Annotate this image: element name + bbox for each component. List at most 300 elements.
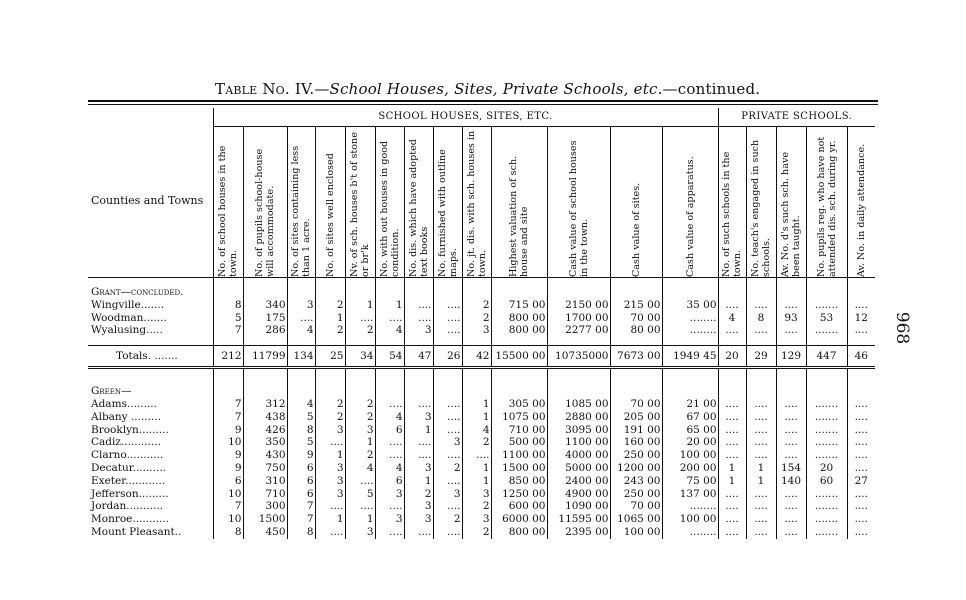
cell-value: 34: [345, 346, 375, 368]
cell-value: ....: [746, 488, 776, 501]
cell-value: 2: [345, 324, 375, 337]
column-header-label: No. of such schools in the town.: [721, 151, 743, 277]
spacer-cell: [847, 368, 875, 386]
cell-value: 3: [375, 488, 404, 501]
empty-cell: [547, 278, 610, 299]
empty-cell: [776, 385, 806, 398]
town-name: Wingville.......: [91, 298, 165, 311]
cell-value: 1: [462, 411, 491, 424]
spacer-cell: [243, 368, 287, 386]
cell-value: 175: [243, 312, 287, 325]
cell-value: 600 00: [491, 500, 547, 513]
column-header-label: No. of sites well enclosed: [324, 153, 336, 277]
cell-value: 710: [243, 488, 287, 501]
cell-value: ........: [662, 526, 718, 539]
cell-value: 7: [213, 398, 243, 411]
spacer-cell: [345, 368, 375, 386]
cell-value: 9: [213, 462, 243, 475]
cell-value: ....: [847, 449, 875, 462]
cell-value: 2: [345, 449, 375, 462]
cell-value: 200 00: [662, 462, 718, 475]
cell-value: 300: [243, 500, 287, 513]
cell-value: ....: [404, 299, 433, 312]
cell-value: ....: [776, 299, 806, 312]
cell-value: 2: [433, 462, 462, 475]
cell-value: 2880 00: [547, 411, 610, 424]
column-header-label: No. of sites containing less than 1 acre.: [290, 145, 312, 277]
town-name: Cadiz............: [91, 436, 161, 449]
column-header-label: No. teach's engaged in such schools.: [750, 139, 772, 277]
cell-value: 65 00: [662, 424, 718, 437]
spacer-cell: [547, 337, 610, 346]
cell-value: 250 00: [610, 488, 662, 501]
cell-value: 26: [433, 346, 462, 368]
empty-cell: [315, 385, 345, 398]
table-row: [88, 488, 875, 501]
cell-value: ....: [847, 398, 875, 411]
cell-value: 2277 00: [547, 324, 610, 337]
empty-cell: [491, 278, 547, 299]
cell-value: ....: [345, 312, 375, 325]
empty-cell: [462, 385, 491, 398]
cell-value: 1: [345, 513, 375, 526]
group-header-private: PRIVATE SCHOOLS.: [718, 108, 875, 127]
cell-value: 1500 00: [491, 462, 547, 475]
cell-value: 5: [287, 436, 315, 449]
column-header-label: Cash value of apparatus.: [684, 156, 696, 277]
cell-value: 8: [213, 299, 243, 312]
spacer-cell: [315, 368, 345, 386]
column-header: [433, 127, 462, 278]
cell-value: ....: [404, 526, 433, 539]
spacer-cell: [776, 368, 806, 386]
cell-value: 2: [433, 513, 462, 526]
cell-value: 3: [404, 324, 433, 337]
cell-value: 2: [315, 324, 345, 337]
spacer-cell: [662, 337, 718, 346]
cell-value: .......: [806, 398, 847, 411]
cell-value: 2: [345, 411, 375, 424]
cell-value: 4: [287, 324, 315, 337]
cell-value: 438: [243, 411, 287, 424]
column-header-label: No. of pupils school-house will accommodate.: [254, 148, 276, 277]
cell-value: .......: [806, 299, 847, 312]
table-title-lead: Table No. IV.—: [215, 80, 330, 98]
cell-value: 1: [462, 462, 491, 475]
cell-value: 5: [287, 411, 315, 424]
cell-value: 430: [243, 449, 287, 462]
cell-value: ....: [776, 526, 806, 539]
cell-value: 20: [718, 346, 746, 368]
cell-value: ....: [375, 398, 404, 411]
cell-value: 6000 00: [491, 513, 547, 526]
column-header: [462, 127, 491, 278]
cell-value: 450: [243, 526, 287, 539]
cell-value: 750: [243, 462, 287, 475]
cell-value: 2: [345, 398, 375, 411]
empty-cell: [433, 278, 462, 299]
town-name: Decatur..........: [91, 461, 166, 474]
cell-value: 2: [462, 436, 491, 449]
cell-value: ....: [462, 449, 491, 462]
cell-value: ....: [776, 424, 806, 437]
cell-value: 350: [243, 436, 287, 449]
spacer-cell: [375, 337, 404, 346]
cell-value: .......: [806, 488, 847, 501]
column-header-label: Av. No. in daily attendance.: [855, 143, 867, 277]
empty-cell: [662, 385, 718, 398]
cell-value: ....: [404, 436, 433, 449]
cell-value: ....: [433, 424, 462, 437]
cell-value: 29: [746, 346, 776, 368]
town-name: Exeter............: [91, 474, 166, 487]
empty-cell: [547, 385, 610, 398]
cell-value: ....: [433, 475, 462, 488]
cell-value: 5: [345, 488, 375, 501]
cell-value: ....: [847, 488, 875, 501]
cell-value: 4000 00: [547, 449, 610, 462]
spacer-cell: [718, 337, 746, 346]
cell-value: 75 00: [662, 475, 718, 488]
town-name: Wyalusing.....: [91, 324, 163, 337]
cell-value: 67 00: [662, 411, 718, 424]
town-name: Clarno...........: [91, 449, 164, 462]
cell-value: 9: [213, 424, 243, 437]
title-rule-thin: [88, 104, 878, 105]
cell-value: 1: [462, 398, 491, 411]
cell-value: 47: [404, 346, 433, 368]
cell-value: ....: [404, 398, 433, 411]
cell-value: ....: [746, 500, 776, 513]
column-header: [345, 127, 375, 278]
cell-value: 4: [345, 462, 375, 475]
cell-value: 9: [213, 449, 243, 462]
column-header: [662, 127, 718, 278]
cell-value: 11595 00: [547, 513, 610, 526]
cell-value: ....: [847, 299, 875, 312]
spacer-cell: [746, 368, 776, 386]
cell-value: 8: [213, 526, 243, 539]
cell-value: 2: [315, 299, 345, 312]
cell-value: ....: [776, 449, 806, 462]
cell-value: 7673 00: [610, 346, 662, 368]
cell-value: 35 00: [662, 299, 718, 312]
cell-value: 5000 00: [547, 462, 610, 475]
cell-value: 800 00: [491, 312, 547, 325]
cell-value: 1250 00: [491, 488, 547, 501]
cell-value: ....: [433, 526, 462, 539]
cell-value: 9: [287, 449, 315, 462]
cell-value: 2150 00: [547, 299, 610, 312]
table-row: [88, 299, 875, 312]
spacer-cell: [88, 368, 213, 386]
title-rule: [88, 100, 878, 102]
cell-value: 3: [375, 513, 404, 526]
town-name: Jefferson.........: [91, 487, 169, 500]
cell-value: ....: [776, 411, 806, 424]
cell-value: 205 00: [610, 411, 662, 424]
cell-value: ....: [375, 500, 404, 513]
column-header-label: Highest valuation of sch. house and site: [508, 155, 530, 277]
column-header: [776, 127, 806, 278]
cell-value: ....: [433, 449, 462, 462]
empty-cell: [462, 278, 491, 299]
column-header-label: Av. No. d's such sch. have been taught.: [780, 151, 802, 277]
column-header-label: Cash value of school houses in the town.: [567, 140, 590, 277]
cell-value: ....: [718, 500, 746, 513]
empty-cell: [806, 278, 847, 299]
town-name: Jordan...........: [91, 500, 164, 513]
spacer-cell: [287, 337, 315, 346]
cell-value: 3: [404, 513, 433, 526]
cell-value: 3: [345, 526, 375, 539]
spacer-cell: [462, 337, 491, 346]
town-name: Mount Pleasant..: [91, 525, 182, 538]
cell-value: 20: [806, 462, 847, 475]
cell-value: 3: [462, 488, 491, 501]
cell-value: 1500: [243, 513, 287, 526]
empty-cell: [433, 385, 462, 398]
cell-value: 1: [746, 475, 776, 488]
cell-value: 3: [315, 488, 345, 501]
cell-value: 8: [287, 526, 315, 539]
empty-cell: [243, 385, 287, 398]
table-row: [88, 526, 875, 539]
cell-value: 10735000: [547, 346, 610, 368]
empty-cell: [375, 278, 404, 299]
cell-value: 1: [718, 462, 746, 475]
cell-value: 286: [243, 324, 287, 337]
column-header-counties: Counties and Towns: [88, 127, 213, 278]
empty-cell: [610, 385, 662, 398]
empty-cell: [746, 278, 776, 299]
empty-cell: [345, 385, 375, 398]
spacer-cell: [806, 337, 847, 346]
section-header: Green—: [91, 385, 132, 398]
cell-value: ........: [662, 312, 718, 325]
cell-value: 305 00: [491, 398, 547, 411]
empty-cell: [345, 278, 375, 299]
cell-value: 7: [287, 500, 315, 513]
cell-value: 2: [462, 500, 491, 513]
cell-value: ....: [776, 398, 806, 411]
spacer-cell: [491, 368, 547, 386]
table-body: [88, 278, 875, 539]
cell-value: ....: [746, 436, 776, 449]
cell-value: 3: [404, 500, 433, 513]
column-header-label: No. dis. which have adopted text books: [407, 139, 430, 277]
cell-value: .......: [806, 424, 847, 437]
page-number: 968: [891, 311, 912, 345]
cell-value: ....: [718, 513, 746, 526]
table-title-italic: School Houses, Sites, Private Schools, etc.: [329, 80, 663, 98]
cell-value: ....: [375, 526, 404, 539]
cell-value: 191 00: [610, 424, 662, 437]
cell-value: 1: [315, 449, 345, 462]
spacer-cell: [345, 337, 375, 346]
empty-cell: [776, 278, 806, 299]
cell-value: ....: [718, 449, 746, 462]
column-header-label: No. with out houses in good condition.: [378, 140, 401, 277]
cell-value: 3: [404, 411, 433, 424]
cell-value: ....: [847, 411, 875, 424]
cell-value: .......: [806, 500, 847, 513]
cell-value: 15500 00: [491, 346, 547, 368]
cell-value: 312: [243, 398, 287, 411]
cell-value: 1: [315, 513, 345, 526]
table-title-tail: —continued.: [662, 80, 761, 98]
empty-cell: [662, 278, 718, 299]
cell-value: .......: [806, 526, 847, 539]
spacer-cell: [88, 337, 213, 346]
empty-cell: [491, 385, 547, 398]
table-row: [88, 411, 875, 424]
spacer-cell: [433, 337, 462, 346]
cell-value: 500 00: [491, 436, 547, 449]
table-title: [215, 80, 760, 98]
spacer-cell: [547, 368, 610, 386]
cell-value: 5: [213, 312, 243, 325]
column-header: [243, 127, 287, 278]
cell-value: ....: [315, 500, 345, 513]
empty-cell: [213, 278, 243, 299]
column-header-label: No. jt. dis. with sch. houses in town.: [465, 130, 488, 277]
cell-value: 1200 00: [610, 462, 662, 475]
spacer-cell: [315, 337, 345, 346]
cell-value: 6: [375, 424, 404, 437]
cell-value: 2: [462, 526, 491, 539]
cell-value: 715 00: [491, 299, 547, 312]
cell-value: 137 00: [662, 488, 718, 501]
spacer-cell: [213, 337, 243, 346]
cell-value: 1100 00: [491, 449, 547, 462]
cell-value: ....: [847, 513, 875, 526]
cell-value: 250 00: [610, 449, 662, 462]
cell-value: 1065 00: [610, 513, 662, 526]
table-row: [88, 462, 875, 475]
spacer-cell: [287, 368, 315, 386]
cell-value: 447: [806, 346, 847, 368]
cell-value: 1: [315, 312, 345, 325]
table-row: [88, 398, 875, 411]
column-header-label: Cash value of sites.: [630, 182, 642, 277]
cell-value: 426: [243, 424, 287, 437]
empty-cell: [375, 385, 404, 398]
empty-cell: [287, 278, 315, 299]
cell-value: ....: [433, 312, 462, 325]
group-header-row: [88, 108, 875, 127]
cell-value: 100 00: [610, 526, 662, 539]
town-name: Woodman.......: [91, 311, 167, 324]
cell-value: ....: [404, 449, 433, 462]
column-header: [315, 127, 345, 278]
cell-value: 3: [462, 513, 491, 526]
column-header: [547, 127, 610, 278]
cell-value: ....: [718, 488, 746, 501]
column-header-label: No. of school houses in the town.: [217, 145, 239, 277]
spacer-cell: [806, 368, 847, 386]
spacer-cell: [718, 368, 746, 386]
town-name: Monroe...........: [91, 513, 170, 526]
cell-value: ....: [847, 500, 875, 513]
spacer-cell: [610, 368, 662, 386]
cell-value: 710 00: [491, 424, 547, 437]
cell-value: 3: [462, 324, 491, 337]
cell-value: 11799: [243, 346, 287, 368]
spacer-cell: [243, 337, 287, 346]
cell-value: 7: [213, 500, 243, 513]
cell-value: ....: [746, 513, 776, 526]
cell-value: 93: [776, 312, 806, 325]
column-header: [610, 127, 662, 278]
cell-value: 1: [404, 424, 433, 437]
total-spacer: [88, 337, 875, 346]
cell-value: 800 00: [491, 324, 547, 337]
cell-value: 6: [213, 475, 243, 488]
cell-value: ....: [433, 411, 462, 424]
table-row: [88, 449, 875, 462]
statistics-table: [88, 108, 875, 539]
cell-value: 154: [776, 462, 806, 475]
cell-value: ....: [746, 411, 776, 424]
cell-value: ....: [718, 299, 746, 312]
cell-value: ....: [847, 424, 875, 437]
cell-value: 134: [287, 346, 315, 368]
cell-value: ....: [433, 299, 462, 312]
spacer-cell: [375, 368, 404, 386]
cell-value: 243 00: [610, 475, 662, 488]
cell-value: 6: [375, 475, 404, 488]
cell-value: 8: [746, 312, 776, 325]
column-header: [404, 127, 433, 278]
cell-value: ....: [718, 526, 746, 539]
cell-value: 6: [287, 475, 315, 488]
column-header: [491, 127, 547, 278]
cell-value: .......: [806, 513, 847, 526]
cell-value: ....: [315, 526, 345, 539]
cell-value: ....: [375, 312, 404, 325]
cell-value: ....: [345, 500, 375, 513]
cell-value: 1: [345, 299, 375, 312]
cell-value: ........: [662, 500, 718, 513]
cell-value: 2: [315, 411, 345, 424]
cell-value: 2: [462, 312, 491, 325]
cell-value: ....: [718, 324, 746, 337]
totals-row: [88, 346, 875, 368]
cell-value: .......: [806, 411, 847, 424]
cell-value: 2395 00: [547, 526, 610, 539]
cell-value: 160 00: [610, 436, 662, 449]
spacer-cell: [491, 337, 547, 346]
cell-value: 8: [287, 424, 315, 437]
cell-value: 3: [433, 436, 462, 449]
cell-value: 2: [462, 299, 491, 312]
empty-cell: [847, 385, 875, 398]
cell-value: 4: [462, 424, 491, 437]
cell-value: ....: [776, 500, 806, 513]
spacer-cell: [847, 337, 875, 346]
table-row: [88, 436, 875, 449]
cell-value: 129: [776, 346, 806, 368]
empty-cell: [243, 278, 287, 299]
cell-value: ....: [847, 462, 875, 475]
cell-value: ....: [847, 526, 875, 539]
empty-cell: [718, 385, 746, 398]
spacer-cell: [776, 337, 806, 346]
town-name: Adams.........: [91, 397, 157, 410]
cell-value: ....: [718, 424, 746, 437]
cell-value: 1: [718, 475, 746, 488]
